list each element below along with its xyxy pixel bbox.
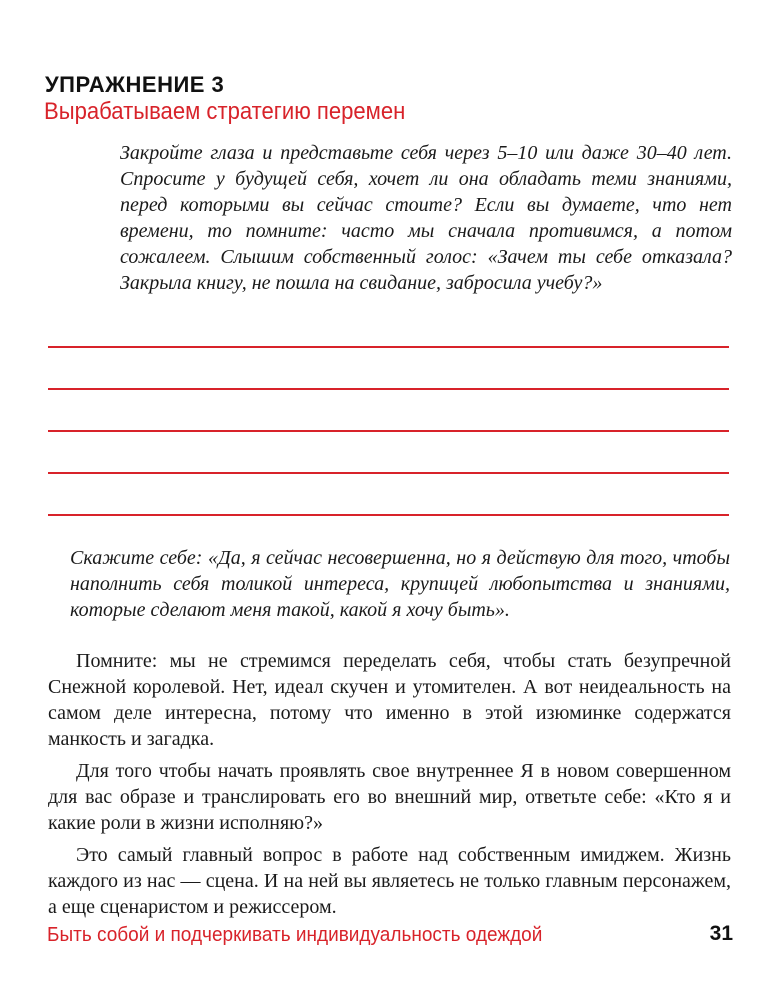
answer-lines [48, 338, 729, 528]
body-text [48, 648, 731, 926]
paragraph: Для того чтобы начать проявлять свое внутреннее Я в новом совершенном для вас образе и транслировать его во внешний мир, ответьте себе: «Кто я и какие роли в жизни исполняю?» [48, 760, 731, 834]
affirmation-text: Скажите себе: «Да, я сейчас несовершенна, но я действую для того, чтобы наполнить себя толикой интереса, крупицей любопытства и знаниями, которые сделают меня такой, какой я хочу быть». [70, 547, 730, 621]
exercise-title: Вырабатываем стратегию перемен [44, 98, 406, 125]
answer-line [48, 514, 729, 516]
answer-line [48, 346, 729, 348]
exercise-intro: Закройте глаза и представьте себя через 5–10 или даже 30–40 лет. Спросите у будущей себя, хочет ли она обладать теми знаниями, перед которыми вы сейчас стоите? Если вы думаете, что нет времени, то помните: часто мы сначала противимся, а потом сожалеем. Слышим собственный голос: «Зачем ты себе отказала? Закрыла книгу, не пошла на свидание, забросила учебу?» [120, 142, 732, 294]
answer-line [48, 388, 729, 390]
paragraph: Помните: мы не стремимся переделать себя, чтобы стать безупречной Снежной королевой. Нет, идеал скучен и утомителен. А вот неидеальность на самом деле интересна, потому что именно в этой изюминке содержатся манкость и загадка. [48, 650, 731, 750]
paragraph: Это самый главный вопрос в работе над собственным имиджем. Жизнь каждого из нас — сцена. И на ней вы являетесь не только главным персонажем, а еще сценаристом и режиссером. [48, 844, 731, 918]
answer-line [48, 430, 729, 432]
running-title: Быть собой и подчеркивать индивидуальность одеждой [47, 924, 543, 946]
exercise-label: УПРАЖНЕНИЕ 3 [45, 72, 225, 97]
page-number: 31 [709, 922, 733, 945]
answer-line [48, 472, 729, 474]
